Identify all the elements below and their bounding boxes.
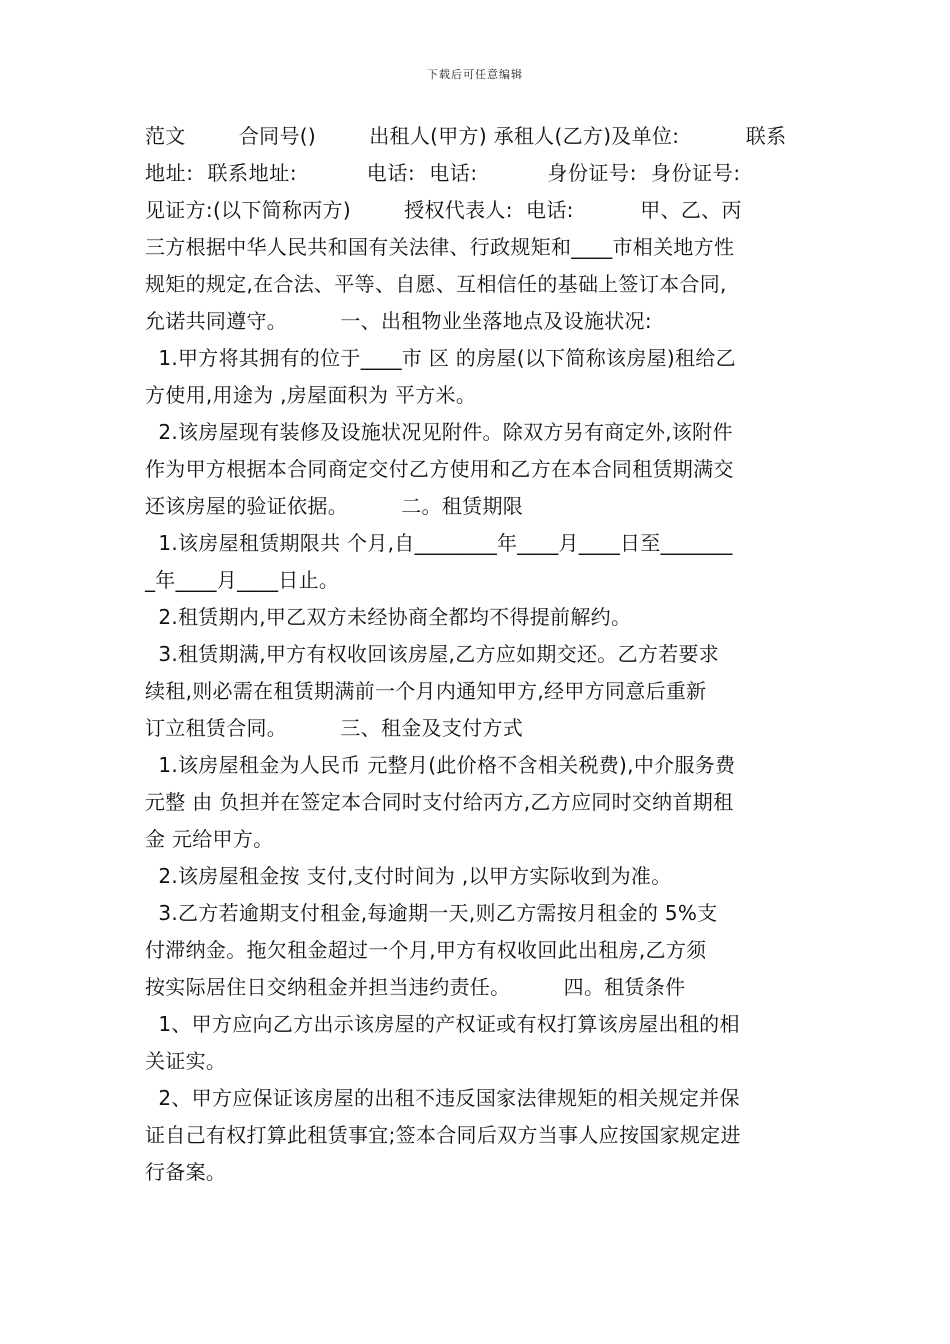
text-line: _年____月____日止。 (145, 568, 340, 592)
text-line: 2.租赁期内,甲乙双方未经协商全都均不得提前解约。 (145, 605, 632, 629)
text-line: 允诺共同遵守。 一、出租物业坐落地点及设施状况: (145, 309, 652, 333)
text-line: 按实际居住日交纳租金并担当违约责任。 四。租赁条件 (145, 975, 686, 999)
text-line: 证自己有权打算此租赁事宜;签本合同后双方当事人应按国家规定进 (145, 1123, 741, 1147)
text-line: 1.该房屋租金为人民币 元整月(此价格不含相关税费),中介服务费 (145, 753, 736, 777)
text-line: 2、甲方应保证该房屋的出租不违反国家法律规矩的相关规定并保 (145, 1086, 740, 1110)
text-line: 3.乙方若逾期支付租金,每逾期一天,则乙方需按月租金的 5%支 (145, 901, 718, 925)
page-header: 下载后可任意编辑 (427, 68, 523, 81)
text-line: 2.该房屋现有装修及设施状况见附件。除双方另有商定外,该附件 (145, 420, 733, 444)
text-line: 元整 由 负担并在签定本合同时支付给丙方,乙方应同时交纳首期租 (145, 790, 734, 814)
text-line: 还该房屋的验证依据。 二。租赁期限 (145, 494, 524, 518)
text-line: 地址: 联系地址: 电话: 电话: 身份证号: 身份证号: (145, 161, 741, 185)
text-line: 2.该房屋租金按 支付,支付时间为 ,以甲方实际收到为准。 (145, 864, 672, 888)
text-line: 续租,则必需在租赁期满前一个月内通知甲方,经甲方同意后重新 (145, 679, 707, 703)
text-line: 方使用,用途为 ,房屋面积为 平方米。 (145, 383, 477, 407)
text-line: 1.该房屋租赁期限共 个月,自________年____月____日至_______ (145, 531, 733, 555)
text-line: 范文 合同号() 出租人(甲方) 承租人(乙方)及单位: 联系 (145, 124, 787, 148)
text-line: 见证方:(以下简称丙方) 授权代表人: 电话: 甲、乙、丙 (145, 198, 742, 222)
text-line: 1、甲方应向乙方出示该房屋的产权证或有权打算该房屋出租的相 (145, 1012, 740, 1036)
text-line: 关证实。 (145, 1049, 227, 1073)
text-line: 订立租赁合同。 三、租金及支付方式 (145, 716, 524, 740)
text-line: 行备案。 (145, 1160, 227, 1184)
text-line: 作为甲方根据本合同商定交付乙方使用和乙方在本合同租赁期满交 (145, 457, 734, 481)
document-body (145, 118, 817, 1191)
text-line: 三方根据中华人民共和国有关法律、行政规矩和____市相关地方性 (145, 235, 735, 259)
text-line: 3.租赁期满,甲方有权收回该房屋,乙方应如期交还。乙方若要求 (145, 642, 720, 666)
text-line: 规矩的规定,在合法、平等、自愿、互相信任的基础上签订本合同, (145, 272, 727, 296)
text-line: 金 元给甲方。 (145, 827, 274, 851)
text-line: 付滞纳金。拖欠租金超过一个月,甲方有权收回此出租房,乙方须 (145, 938, 707, 962)
text-line: 1.甲方将其拥有的位于____市 区 的房屋(以下简称该房屋)租给乙 (145, 346, 736, 370)
